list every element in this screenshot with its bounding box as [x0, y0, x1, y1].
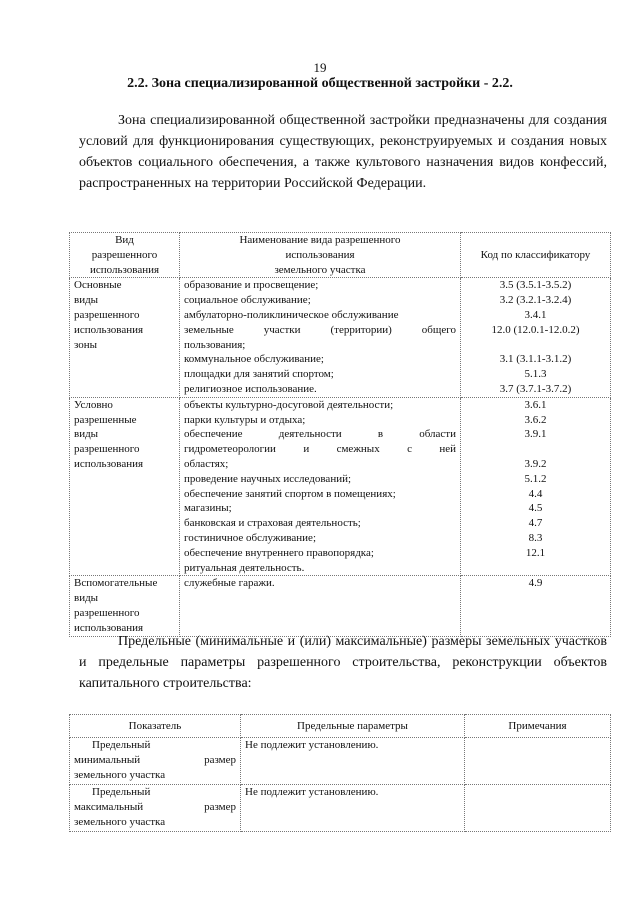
- group-label-line: разрешенного: [74, 308, 140, 321]
- group-label-line: разрешенного: [74, 443, 140, 456]
- code-value: 3.2 (3.2.1-3.2.4): [499, 294, 572, 307]
- header-use-name: [180, 233, 461, 278]
- code-value: 3.6.1: [524, 398, 547, 411]
- indicator-word: размер: [204, 753, 236, 766]
- indicator-cell: [70, 785, 241, 832]
- list-item: земельные участки (территории) общего пользования;: [184, 323, 456, 351]
- header-line: Наименование вида разрешенного: [239, 234, 401, 246]
- group-items: [180, 397, 461, 576]
- code-value: 3.7 (3.7.1-3.7.2): [499, 382, 572, 395]
- table-row-conditional-uses: [70, 397, 611, 576]
- table-row: [70, 785, 611, 832]
- list-item: служебные гаражи.: [184, 577, 275, 590]
- permitted-use-table: [69, 232, 611, 637]
- group-label-line: виды: [74, 592, 99, 605]
- table-header-row: [70, 233, 611, 278]
- table-row-main-uses: [70, 278, 611, 397]
- group-label-line: Условно: [74, 398, 113, 411]
- header-line: Вид: [115, 234, 134, 246]
- indicator-cell: [70, 738, 241, 785]
- group-label-line: разрешенного: [74, 606, 140, 619]
- list-item: обеспечение занятий спортом в помещениях;: [184, 487, 396, 500]
- limits-table: [69, 714, 611, 832]
- code-value: 4.9: [528, 577, 543, 590]
- list-item: религиозное использование.: [184, 382, 317, 395]
- list-item: обеспечение деятельности в области гидрометеорологии и смежных с ней областях;: [184, 428, 456, 470]
- group-label-line: использования: [74, 323, 144, 336]
- code-value: 3.4.1: [524, 308, 547, 321]
- indicator-line: Предельный: [92, 739, 151, 751]
- group-items: [180, 576, 461, 636]
- group-codes: [461, 278, 611, 397]
- code-value: 8.3: [528, 531, 543, 544]
- group-label: [70, 278, 180, 397]
- group-label: [70, 576, 180, 636]
- list-item: ритуальная деятельность.: [184, 561, 305, 574]
- group-codes: [461, 576, 611, 636]
- indicator-line: земельного участка: [74, 768, 166, 781]
- group-codes: [461, 397, 611, 576]
- limits-paragraph: Предельные (минимальные и (или) максимальные) размеры земельных участков и предельные параметры разрешенного строительства, реконструкции объектов капитального строительства:: [79, 634, 607, 691]
- table-header-row: [70, 715, 611, 738]
- list-item: проведение научных исследований;: [184, 472, 352, 485]
- limit-value-cell: Не подлежит установлению.: [241, 785, 465, 832]
- list-item: гостиничное обслуживание;: [184, 531, 316, 544]
- group-label: [70, 397, 180, 576]
- list-item: объекты культурно-досуговой деятельности;: [184, 398, 394, 411]
- list-item: коммунальное обслуживание;: [184, 353, 324, 366]
- table-row-auxiliary-uses: [70, 576, 611, 636]
- list-item: амбулаторно-поликлиническое обслуживание: [184, 308, 399, 321]
- indicator-line: [74, 753, 236, 768]
- indicator-word: максимальный: [74, 800, 144, 813]
- code-value: 5.1.3: [524, 368, 547, 381]
- page-number: 19: [313, 60, 327, 75]
- header-line: земельного участка: [274, 263, 366, 276]
- code-value: 4.5: [528, 502, 543, 515]
- code-value: 3.9.1: [524, 428, 547, 441]
- group-label-line: Основные виды: [74, 279, 122, 307]
- table-row: [70, 738, 611, 785]
- indicator-line: Предельный: [92, 786, 151, 798]
- code-value: 4.7: [528, 517, 543, 530]
- indicator-word: минимальный: [74, 753, 141, 766]
- list-item: магазины;: [184, 502, 232, 515]
- group-label-line: разрешенные: [74, 413, 137, 426]
- note-cell: [465, 785, 611, 832]
- code-value: 4.4: [528, 487, 543, 500]
- header-line: разрешенного: [91, 248, 158, 261]
- list-item: банковская и страховая деятельность;: [184, 517, 361, 530]
- indicator-line: [74, 800, 236, 815]
- list-item: образование и просвещение;: [184, 279, 319, 292]
- group-items: [180, 278, 461, 397]
- intro-paragraph: Зона специализированной общественной застройки предназначены для создания условий для функционирования существующих, реконструируемых и создания новых объектов социального обеспечения, а также культового назначения видов конфессий, распространенных на территории Российской Федерации.: [79, 113, 607, 191]
- indicator-word: размер: [204, 800, 236, 813]
- list-item: площадки для занятий спортом;: [184, 368, 334, 381]
- code-value: 3.9.2: [524, 457, 547, 470]
- code-value: 5.1.2: [524, 472, 547, 485]
- code-value: 12.1: [525, 546, 546, 559]
- limit-value-cell: Не подлежит установлению.: [241, 738, 465, 785]
- header-classifier-code: Код по классификатору: [461, 233, 611, 278]
- group-label-line: использования: [74, 621, 144, 634]
- group-label-line: зоны: [74, 338, 98, 351]
- list-item: обеспечение внутреннего правопорядка;: [184, 546, 374, 559]
- header-line: использования: [285, 248, 355, 261]
- list-item: социальное обслуживание;: [184, 294, 311, 307]
- code-value: 3.1 (3.1.1-3.1.2): [499, 353, 572, 366]
- list-item: парки культуры и отдыха;: [184, 413, 306, 426]
- group-label-line: Вспомогательные: [74, 577, 158, 590]
- code-value: 3.6.2: [524, 413, 547, 426]
- header-indicator: Показатель: [70, 715, 241, 738]
- header-notes: Примечания: [465, 715, 611, 738]
- indicator-line: земельного участка: [74, 815, 166, 828]
- header-line: использования: [89, 263, 160, 276]
- header-use-type: [70, 233, 180, 278]
- code-spacer: [465, 338, 606, 353]
- group-label-line: использования: [74, 457, 144, 470]
- header-limit-params: Предельные параметры: [241, 715, 465, 738]
- code-value: 3.5 (3.5.1-3.5.2): [499, 279, 572, 292]
- section-heading: 2.2. Зона специализированной общественной застройки - 2.2.: [127, 76, 513, 91]
- code-spacer: [465, 442, 606, 457]
- note-cell: [465, 738, 611, 785]
- group-label-line: виды: [74, 428, 99, 441]
- code-value: 12.0 (12.0.1-12.0.2): [491, 323, 580, 336]
